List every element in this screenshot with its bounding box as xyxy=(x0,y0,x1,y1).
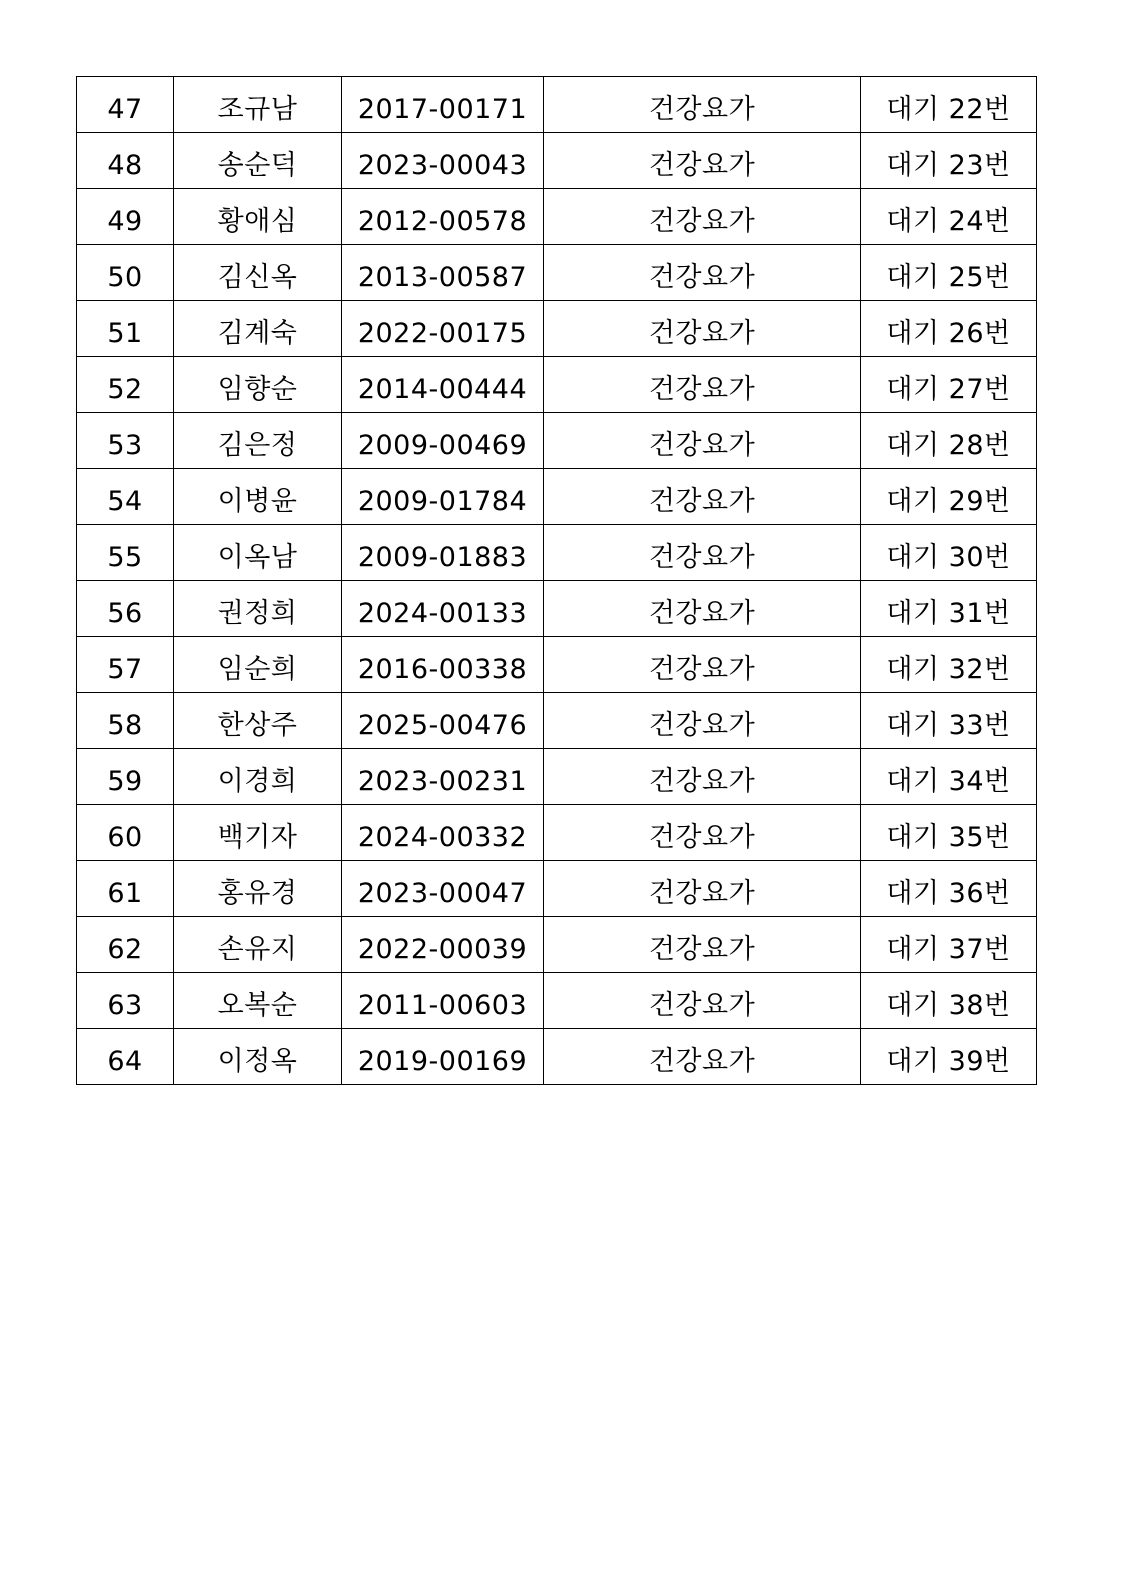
member-name: 황애심 xyxy=(174,189,342,245)
member-id: 2013-00587 xyxy=(342,245,544,301)
waitlist-status: 대기 24번 xyxy=(861,189,1037,245)
table-row xyxy=(77,413,1037,469)
row-number: 56 xyxy=(77,581,174,637)
waitlist-status: 대기 33번 xyxy=(861,693,1037,749)
row-number: 55 xyxy=(77,525,174,581)
member-id: 2022-00175 xyxy=(342,301,544,357)
waitlist-status: 대기 25번 xyxy=(861,245,1037,301)
table-row xyxy=(77,805,1037,861)
table-row xyxy=(77,525,1037,581)
waitlist-status: 대기 32번 xyxy=(861,637,1037,693)
table-row xyxy=(77,469,1037,525)
member-name: 한상주 xyxy=(174,693,342,749)
member-id: 2025-00476 xyxy=(342,693,544,749)
member-name: 백기자 xyxy=(174,805,342,861)
table-row xyxy=(77,133,1037,189)
member-id: 2022-00039 xyxy=(342,917,544,973)
row-number: 48 xyxy=(77,133,174,189)
member-id: 2014-00444 xyxy=(342,357,544,413)
waitlist-status: 대기 31번 xyxy=(861,581,1037,637)
program-name: 건강요가 xyxy=(544,1029,861,1085)
waitlist-status: 대기 34번 xyxy=(861,749,1037,805)
waitlist-status: 대기 26번 xyxy=(861,301,1037,357)
row-number: 49 xyxy=(77,189,174,245)
table-row xyxy=(77,693,1037,749)
member-id: 2009-00469 xyxy=(342,413,544,469)
program-name: 건강요가 xyxy=(544,525,861,581)
program-name: 건강요가 xyxy=(544,413,861,469)
program-name: 건강요가 xyxy=(544,861,861,917)
waitlist-status: 대기 37번 xyxy=(861,917,1037,973)
program-name: 건강요가 xyxy=(544,77,861,133)
waitlist-status: 대기 29번 xyxy=(861,469,1037,525)
table-row xyxy=(77,917,1037,973)
member-name: 김계숙 xyxy=(174,301,342,357)
row-number: 61 xyxy=(77,861,174,917)
row-number: 62 xyxy=(77,917,174,973)
row-number: 54 xyxy=(77,469,174,525)
member-id: 2012-00578 xyxy=(342,189,544,245)
row-number: 50 xyxy=(77,245,174,301)
member-name: 이경희 xyxy=(174,749,342,805)
waitlist-status: 대기 38번 xyxy=(861,973,1037,1029)
program-name: 건강요가 xyxy=(544,637,861,693)
row-number: 59 xyxy=(77,749,174,805)
row-number: 51 xyxy=(77,301,174,357)
program-name: 건강요가 xyxy=(544,357,861,413)
waitlist-status: 대기 27번 xyxy=(861,357,1037,413)
waitlist-status: 대기 36번 xyxy=(861,861,1037,917)
member-id: 2023-00047 xyxy=(342,861,544,917)
table-row xyxy=(77,189,1037,245)
row-number: 53 xyxy=(77,413,174,469)
table-row xyxy=(77,245,1037,301)
row-number: 64 xyxy=(77,1029,174,1085)
member-id: 2019-00169 xyxy=(342,1029,544,1085)
table-row xyxy=(77,861,1037,917)
member-name: 김은정 xyxy=(174,413,342,469)
table-row xyxy=(77,357,1037,413)
member-name: 이옥남 xyxy=(174,525,342,581)
waitlist-status: 대기 39번 xyxy=(861,1029,1037,1085)
table-row xyxy=(77,973,1037,1029)
row-number: 63 xyxy=(77,973,174,1029)
table-row xyxy=(77,581,1037,637)
program-name: 건강요가 xyxy=(544,189,861,245)
member-id: 2009-01784 xyxy=(342,469,544,525)
program-name: 건강요가 xyxy=(544,133,861,189)
member-id: 2024-00133 xyxy=(342,581,544,637)
waitlist-status: 대기 22번 xyxy=(861,77,1037,133)
member-id: 2016-00338 xyxy=(342,637,544,693)
table-row xyxy=(77,77,1037,133)
waitlist-status: 대기 30번 xyxy=(861,525,1037,581)
table-row xyxy=(77,749,1037,805)
program-name: 건강요가 xyxy=(544,805,861,861)
member-name: 김신옥 xyxy=(174,245,342,301)
member-id: 2009-01883 xyxy=(342,525,544,581)
member-name: 홍유경 xyxy=(174,861,342,917)
member-id: 2017-00171 xyxy=(342,77,544,133)
member-id: 2011-00603 xyxy=(342,973,544,1029)
program-name: 건강요가 xyxy=(544,917,861,973)
program-name: 건강요가 xyxy=(544,693,861,749)
waitlist-status: 대기 35번 xyxy=(861,805,1037,861)
member-name: 손유지 xyxy=(174,917,342,973)
member-name: 권정희 xyxy=(174,581,342,637)
member-id: 2023-00231 xyxy=(342,749,544,805)
waitlist-table xyxy=(76,76,1037,1085)
member-name: 임순희 xyxy=(174,637,342,693)
waitlist-status: 대기 23번 xyxy=(861,133,1037,189)
table-row xyxy=(77,301,1037,357)
program-name: 건강요가 xyxy=(544,245,861,301)
document-page xyxy=(76,76,1036,1085)
member-name: 송순덕 xyxy=(174,133,342,189)
program-name: 건강요가 xyxy=(544,973,861,1029)
table-row xyxy=(77,637,1037,693)
program-name: 건강요가 xyxy=(544,469,861,525)
member-name: 조규남 xyxy=(174,77,342,133)
waitlist-status: 대기 28번 xyxy=(861,413,1037,469)
program-name: 건강요가 xyxy=(544,749,861,805)
row-number: 47 xyxy=(77,77,174,133)
row-number: 60 xyxy=(77,805,174,861)
member-name: 오복순 xyxy=(174,973,342,1029)
program-name: 건강요가 xyxy=(544,581,861,637)
member-name: 이병윤 xyxy=(174,469,342,525)
member-name: 이정옥 xyxy=(174,1029,342,1085)
member-id: 2024-00332 xyxy=(342,805,544,861)
table-row xyxy=(77,1029,1037,1085)
row-number: 57 xyxy=(77,637,174,693)
row-number: 52 xyxy=(77,357,174,413)
program-name: 건강요가 xyxy=(544,301,861,357)
member-id: 2023-00043 xyxy=(342,133,544,189)
row-number: 58 xyxy=(77,693,174,749)
member-name: 임향순 xyxy=(174,357,342,413)
